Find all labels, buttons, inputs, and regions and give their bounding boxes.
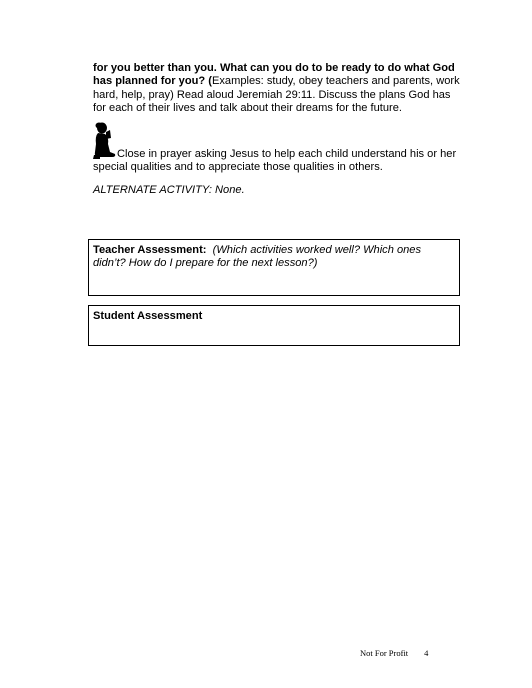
student-assessment-box <box>88 305 460 346</box>
alternate-activity: ALTERNATE ACTIVITY: None. <box>93 184 245 196</box>
teacher-assessment-prompt: (Which activities worked well? Which ones didn’t? How do I prepare for the next lesson?) <box>93 244 422 270</box>
teacher-assessment-label: Teacher Assessment: <box>93 244 207 256</box>
closing-prayer-paragraph <box>93 148 465 175</box>
student-assessment-label: Student Assessment <box>93 310 203 322</box>
discussion-paragraph <box>93 62 465 116</box>
closing-prayer-text: Close in prayer asking Jesus to help each child understand his or her special qualities and to appreciate those qualities in others. <box>93 148 457 174</box>
page-footer <box>360 648 428 658</box>
page-number: 4 <box>424 648 429 658</box>
teacher-assessment-box <box>88 239 460 296</box>
discussion-instructions: Examples: study, obey teachers and parents, work hard, help, pray) Read aloud Jeremiah 29:11. Discuss the plans God has for each of their lives and talk about their dreams for the future. <box>93 75 460 115</box>
footer-text: Not For Profit <box>360 648 409 658</box>
discussion-question: for you better than you. What can you do to be ready to do what God has planned for you? ( <box>93 62 455 88</box>
